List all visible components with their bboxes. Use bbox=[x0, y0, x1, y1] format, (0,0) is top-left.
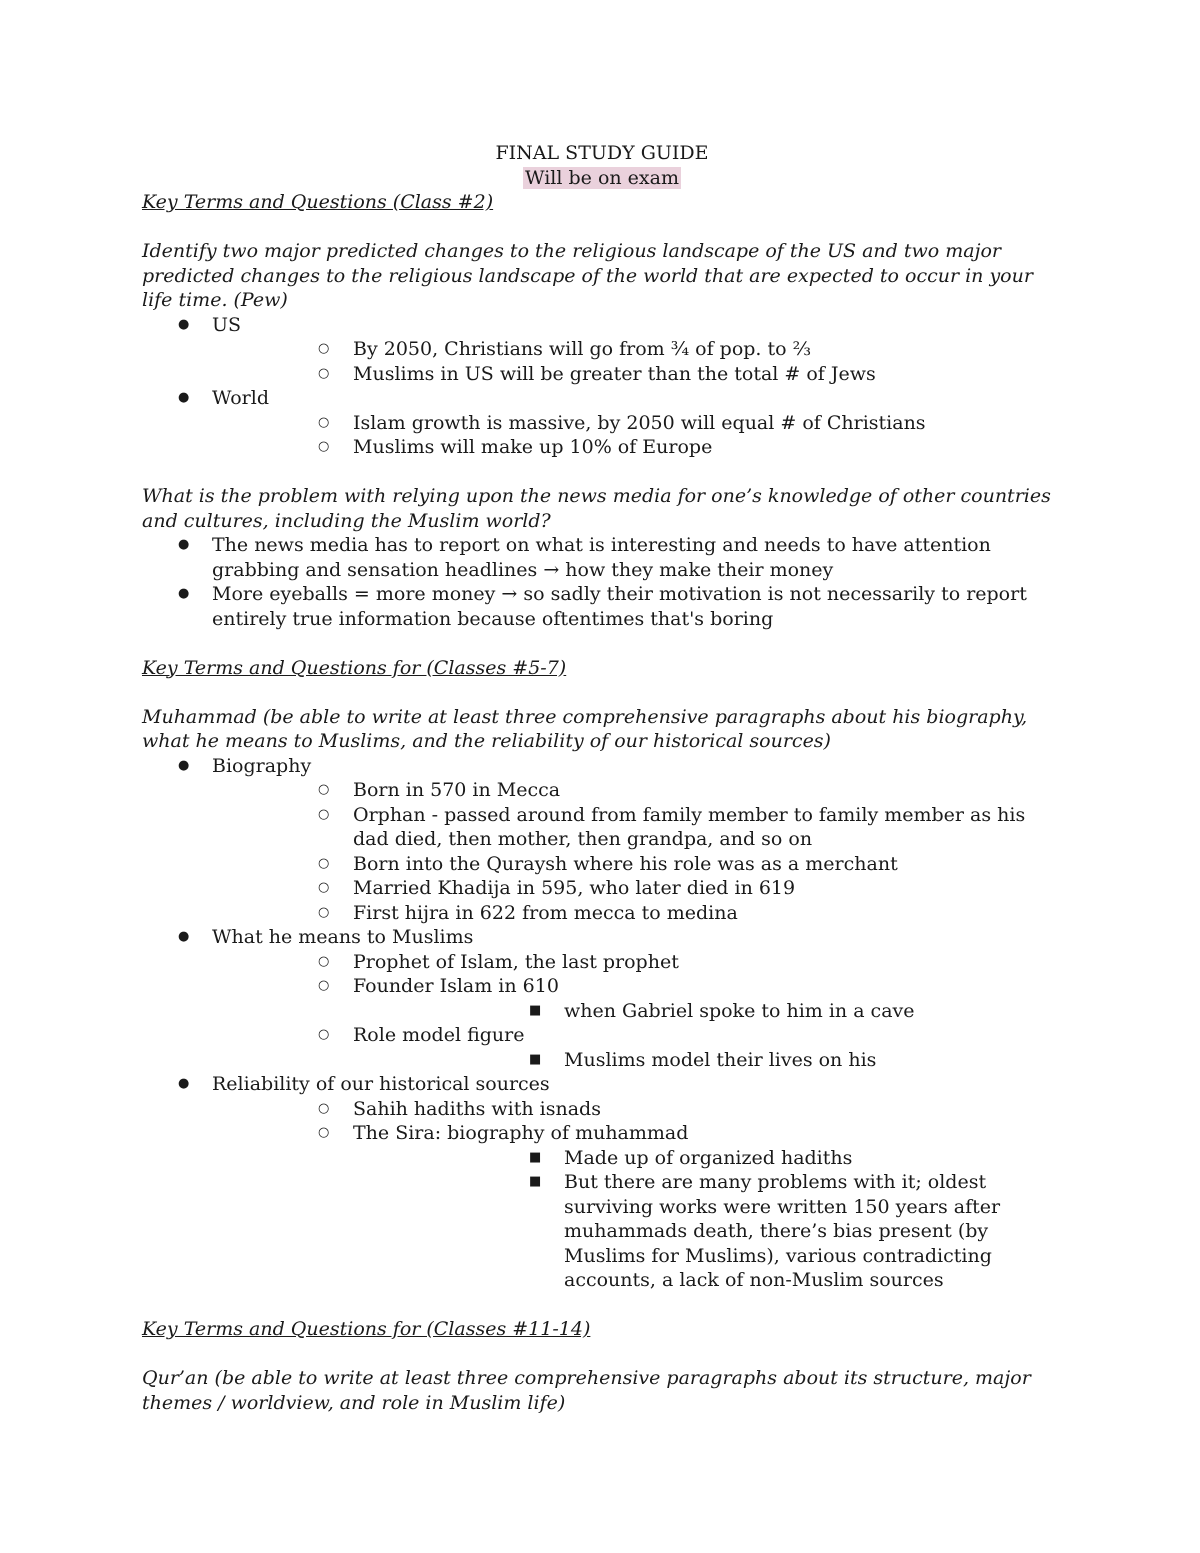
bullet-icon: ● bbox=[178, 1076, 190, 1091]
sublist-world bbox=[212, 411, 1062, 460]
circle-bullet-icon: ○ bbox=[318, 855, 330, 871]
list-item: ○ Born in 570 in Mecca bbox=[318, 779, 561, 801]
list-item: ○ Muslims will make up 10% of Europe bbox=[318, 436, 713, 458]
circle-bullet-icon: ○ bbox=[318, 1100, 330, 1116]
list-item: ○ Islam growth is massive, by 2050 will equal # of Christians bbox=[318, 411, 926, 434]
circle-bullet-icon: ○ bbox=[318, 953, 330, 969]
bullet-icon: ● bbox=[178, 586, 190, 601]
list-item: ○ First hijra in 622 from mecca to medina bbox=[318, 901, 738, 924]
sublist-reliability bbox=[212, 1097, 1062, 1293]
sublist-role-model bbox=[353, 1048, 1062, 1073]
question-news-media: What is the problem with relying upon the news media for one’s knowledge of other countries and cultures, including the Muslim world? bbox=[142, 485, 1051, 532]
square-bullet-icon: ■ bbox=[529, 1051, 542, 1067]
list-item: ■ Made up of organized hadiths bbox=[529, 1146, 853, 1169]
list-item: ○ Role model figure bbox=[318, 1024, 525, 1046]
list-item: ● More eyeballs = more money → so sadly their motivation is not necessarily to report entirely true information because oftentimes that's boring bbox=[178, 583, 1027, 630]
list-item: ○ Born into the Quraysh where his role was as a merchant bbox=[318, 852, 898, 875]
circle-bullet-icon: ○ bbox=[318, 978, 330, 993]
list-item: ○ Married Khadija in 595, who later died in 619 bbox=[318, 877, 796, 899]
list-item-us: ● US bbox=[178, 313, 242, 336]
circle-bullet-icon: ○ bbox=[318, 1027, 330, 1042]
list-item: ■ But there are many problems with it; oldest surviving works were written 150 years after muhammads death, there’s bias present (by Muslims for Muslims), various contradicting accounts, a lack of non-Muslim sources bbox=[529, 1171, 1001, 1291]
circle-bullet-icon: ○ bbox=[318, 806, 330, 822]
answer-list-religious-landscape bbox=[142, 313, 1062, 460]
sublist-us bbox=[212, 337, 1062, 386]
list-item: ○ Muslims in US will be greater than the total # of Jews bbox=[318, 362, 876, 385]
list-item-world: ● World bbox=[178, 387, 269, 409]
list-item: ○ Orphan - passed around from family member to family member as his dad died, then mother, then grandpa, and so on bbox=[318, 803, 1026, 850]
circle-bullet-icon: ○ bbox=[318, 1125, 330, 1140]
circle-bullet-icon: ○ bbox=[318, 365, 330, 381]
list-item-reliability: ● Reliability of our historical sources bbox=[178, 1073, 550, 1095]
document-content bbox=[142, 141, 1062, 1415]
question-quran: Qur’an (be able to write at least three comprehensive paragraphs about its structure, major themes / worldview, and role in Muslim life) bbox=[142, 1367, 1031, 1414]
question-muhammad: Muhammad (be able to write at least three comprehensive paragraphs about his biography, what he means to Muslims, and the reliability of our historical sources) bbox=[142, 705, 1028, 752]
list-item: ○ Founder Islam in 610 bbox=[318, 975, 559, 997]
list-item: ● The news media has to report on what is interesting and needs to have attention grabbing and sensation headlines → how they make their money bbox=[178, 534, 991, 581]
section-heading-class-2: Key Terms and Questions (Class #2) bbox=[142, 191, 494, 213]
section-heading-classes-11-14: Key Terms and Questions for (Classes #11-14) bbox=[142, 1318, 591, 1340]
circle-bullet-icon: ○ bbox=[318, 880, 330, 895]
bullet-icon: ● bbox=[178, 929, 190, 944]
section-heading-classes-5-7: Key Terms and Questions for (Classes #5-7) bbox=[142, 656, 567, 679]
square-bullet-icon: ■ bbox=[529, 1174, 542, 1189]
bullet-icon: ● bbox=[178, 537, 190, 552]
circle-bullet-icon: ○ bbox=[318, 439, 330, 454]
list-item: ○ The Sira: biography of muhammad bbox=[318, 1122, 689, 1144]
square-bullet-icon: ■ bbox=[529, 1149, 542, 1165]
list-item-meaning: ● What he means to Muslims bbox=[178, 926, 474, 948]
sublist-sira bbox=[353, 1146, 1062, 1293]
circle-bullet-icon: ○ bbox=[318, 341, 330, 356]
bullet-icon: ● bbox=[178, 757, 190, 773]
circle-bullet-icon: ○ bbox=[318, 904, 330, 920]
list-item: ■ when Gabriel spoke to him in a cave bbox=[529, 999, 915, 1022]
list-item-biography: ● Biography bbox=[178, 754, 312, 777]
sublist-founder bbox=[353, 999, 1062, 1024]
answer-list-muhammad bbox=[142, 754, 1062, 1293]
bullet-icon: ● bbox=[178, 316, 190, 332]
bullet-icon: ● bbox=[178, 390, 190, 405]
list-item: ○ By 2050, Christians will go from ¾ of pop. to ⅔ bbox=[318, 338, 812, 360]
answer-list-news-media bbox=[142, 533, 1062, 631]
list-item: ■ Muslims model their lives on his bbox=[529, 1048, 877, 1071]
highlighted-subtitle: Will be on exam bbox=[525, 166, 679, 189]
circle-bullet-icon: ○ bbox=[318, 782, 330, 797]
circle-bullet-icon: ○ bbox=[318, 414, 330, 430]
document-title: FINAL STUDY GUIDE bbox=[495, 142, 709, 164]
square-bullet-icon: ■ bbox=[529, 1002, 542, 1018]
sublist-biography bbox=[212, 778, 1062, 925]
list-item: ○ Sahih hadiths with isnads bbox=[318, 1097, 601, 1120]
list-item: ○ Prophet of Islam, the last prophet bbox=[318, 950, 679, 973]
question-religious-landscape: Identify two major predicted changes to the religious landscape of the US and two major predicted changes to the religious landscape of the world that are expected to occur in your life time. (Pew) bbox=[142, 240, 1033, 311]
sublist-meaning bbox=[212, 950, 1062, 1073]
